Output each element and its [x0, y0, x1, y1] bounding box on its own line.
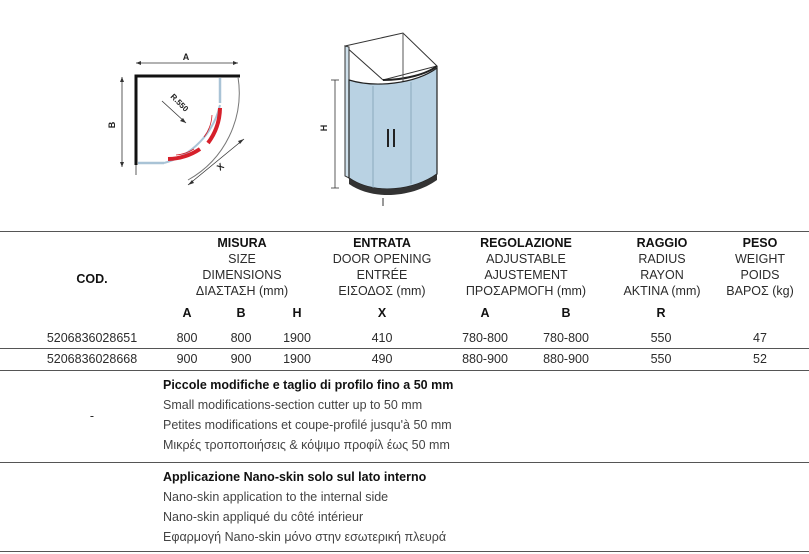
row1-size-a: 800 [176, 331, 198, 345]
note-block: Piccole modifiche e taglio di profilo fino a 50 mm Small modifications-section cutter up to 50 mm Petites modifications et coupe-profilé jusqu'à 50 mm Μικρές τροποποιήσεις & κόψιμο προφίλ έως 50 mm [163, 378, 454, 452]
row1-size-b: 800 [230, 331, 252, 345]
row2-size-h: 1900 [283, 352, 311, 366]
row2-size-a: 900 [176, 352, 198, 366]
row2-code: 5206836028668 [46, 352, 138, 366]
subheader-a: A [182, 306, 192, 320]
elevation-diagram [315, 28, 455, 210]
header-adjustment: REGOLAZIONE ADJUSTABLE AJUSTEMENT ΠΡΟΣΑΡΜΟΓΗ (mm) [465, 236, 587, 298]
plan-view-diagram [100, 45, 270, 200]
dim-a-label: A [182, 52, 190, 62]
row2-adj-a: 880-900 [462, 352, 508, 366]
note-block: Applicazione Nano-skin solo sul lato interno Nano-skin application to the internal side Nano-skin appliqué du côté intérieur Εφαρμογή Nano-skin μόνο στην εσωτερική πλευρά [163, 470, 447, 544]
row1-adj-a: 780-800 [462, 331, 508, 345]
radius-label: R.550 [168, 92, 191, 114]
subheader-h: H [292, 306, 302, 320]
subheader-r: R [656, 306, 666, 320]
row1-radius: 550 [650, 331, 672, 345]
row1-size-h: 1900 [283, 331, 311, 345]
dim-h-label: H [319, 124, 329, 132]
row1-entrance-x: 410 [371, 331, 393, 345]
dim-b-label: B [107, 121, 117, 129]
header-cod: COD. [76, 272, 108, 286]
subheader-b: B [236, 306, 246, 320]
header-radius: RAGGIO RADIUS RAYON ΑΚΤΙΝΑ (mm) [623, 236, 701, 298]
header-weight: PESO WEIGHT POIDS ΒΑΡΟΣ (kg) [726, 236, 794, 298]
row2-weight: 52 [753, 352, 767, 366]
row-divider [0, 462, 809, 463]
row1-weight: 47 [753, 331, 767, 345]
note1-code: - [89, 409, 95, 423]
row2-radius: 550 [650, 352, 672, 366]
row2-size-b: 900 [230, 352, 252, 366]
row2-adj-b: 880-900 [543, 352, 589, 366]
subheader-x: X [377, 306, 387, 320]
row2-entrance-x: 490 [371, 352, 393, 366]
subheader-adj-a: A [480, 306, 490, 320]
row-divider [0, 348, 809, 349]
header-size: MISURA SIZE DIMENSIONS ΔΙΑΣΤΑΣΗ (mm) [195, 236, 289, 298]
subheader-adj-b: B [561, 306, 571, 320]
header-entrance: ENTRATA DOOR OPENING ENTRÉE ΕΙΣΟΔΟΣ (mm) [332, 236, 432, 298]
row1-code: 5206836028651 [46, 331, 138, 345]
table-bottom-rule [0, 551, 809, 552]
row-divider [0, 370, 809, 371]
row1-adj-b: 780-800 [543, 331, 589, 345]
table-top-rule [0, 231, 809, 232]
dim-x-label: X [214, 161, 226, 173]
